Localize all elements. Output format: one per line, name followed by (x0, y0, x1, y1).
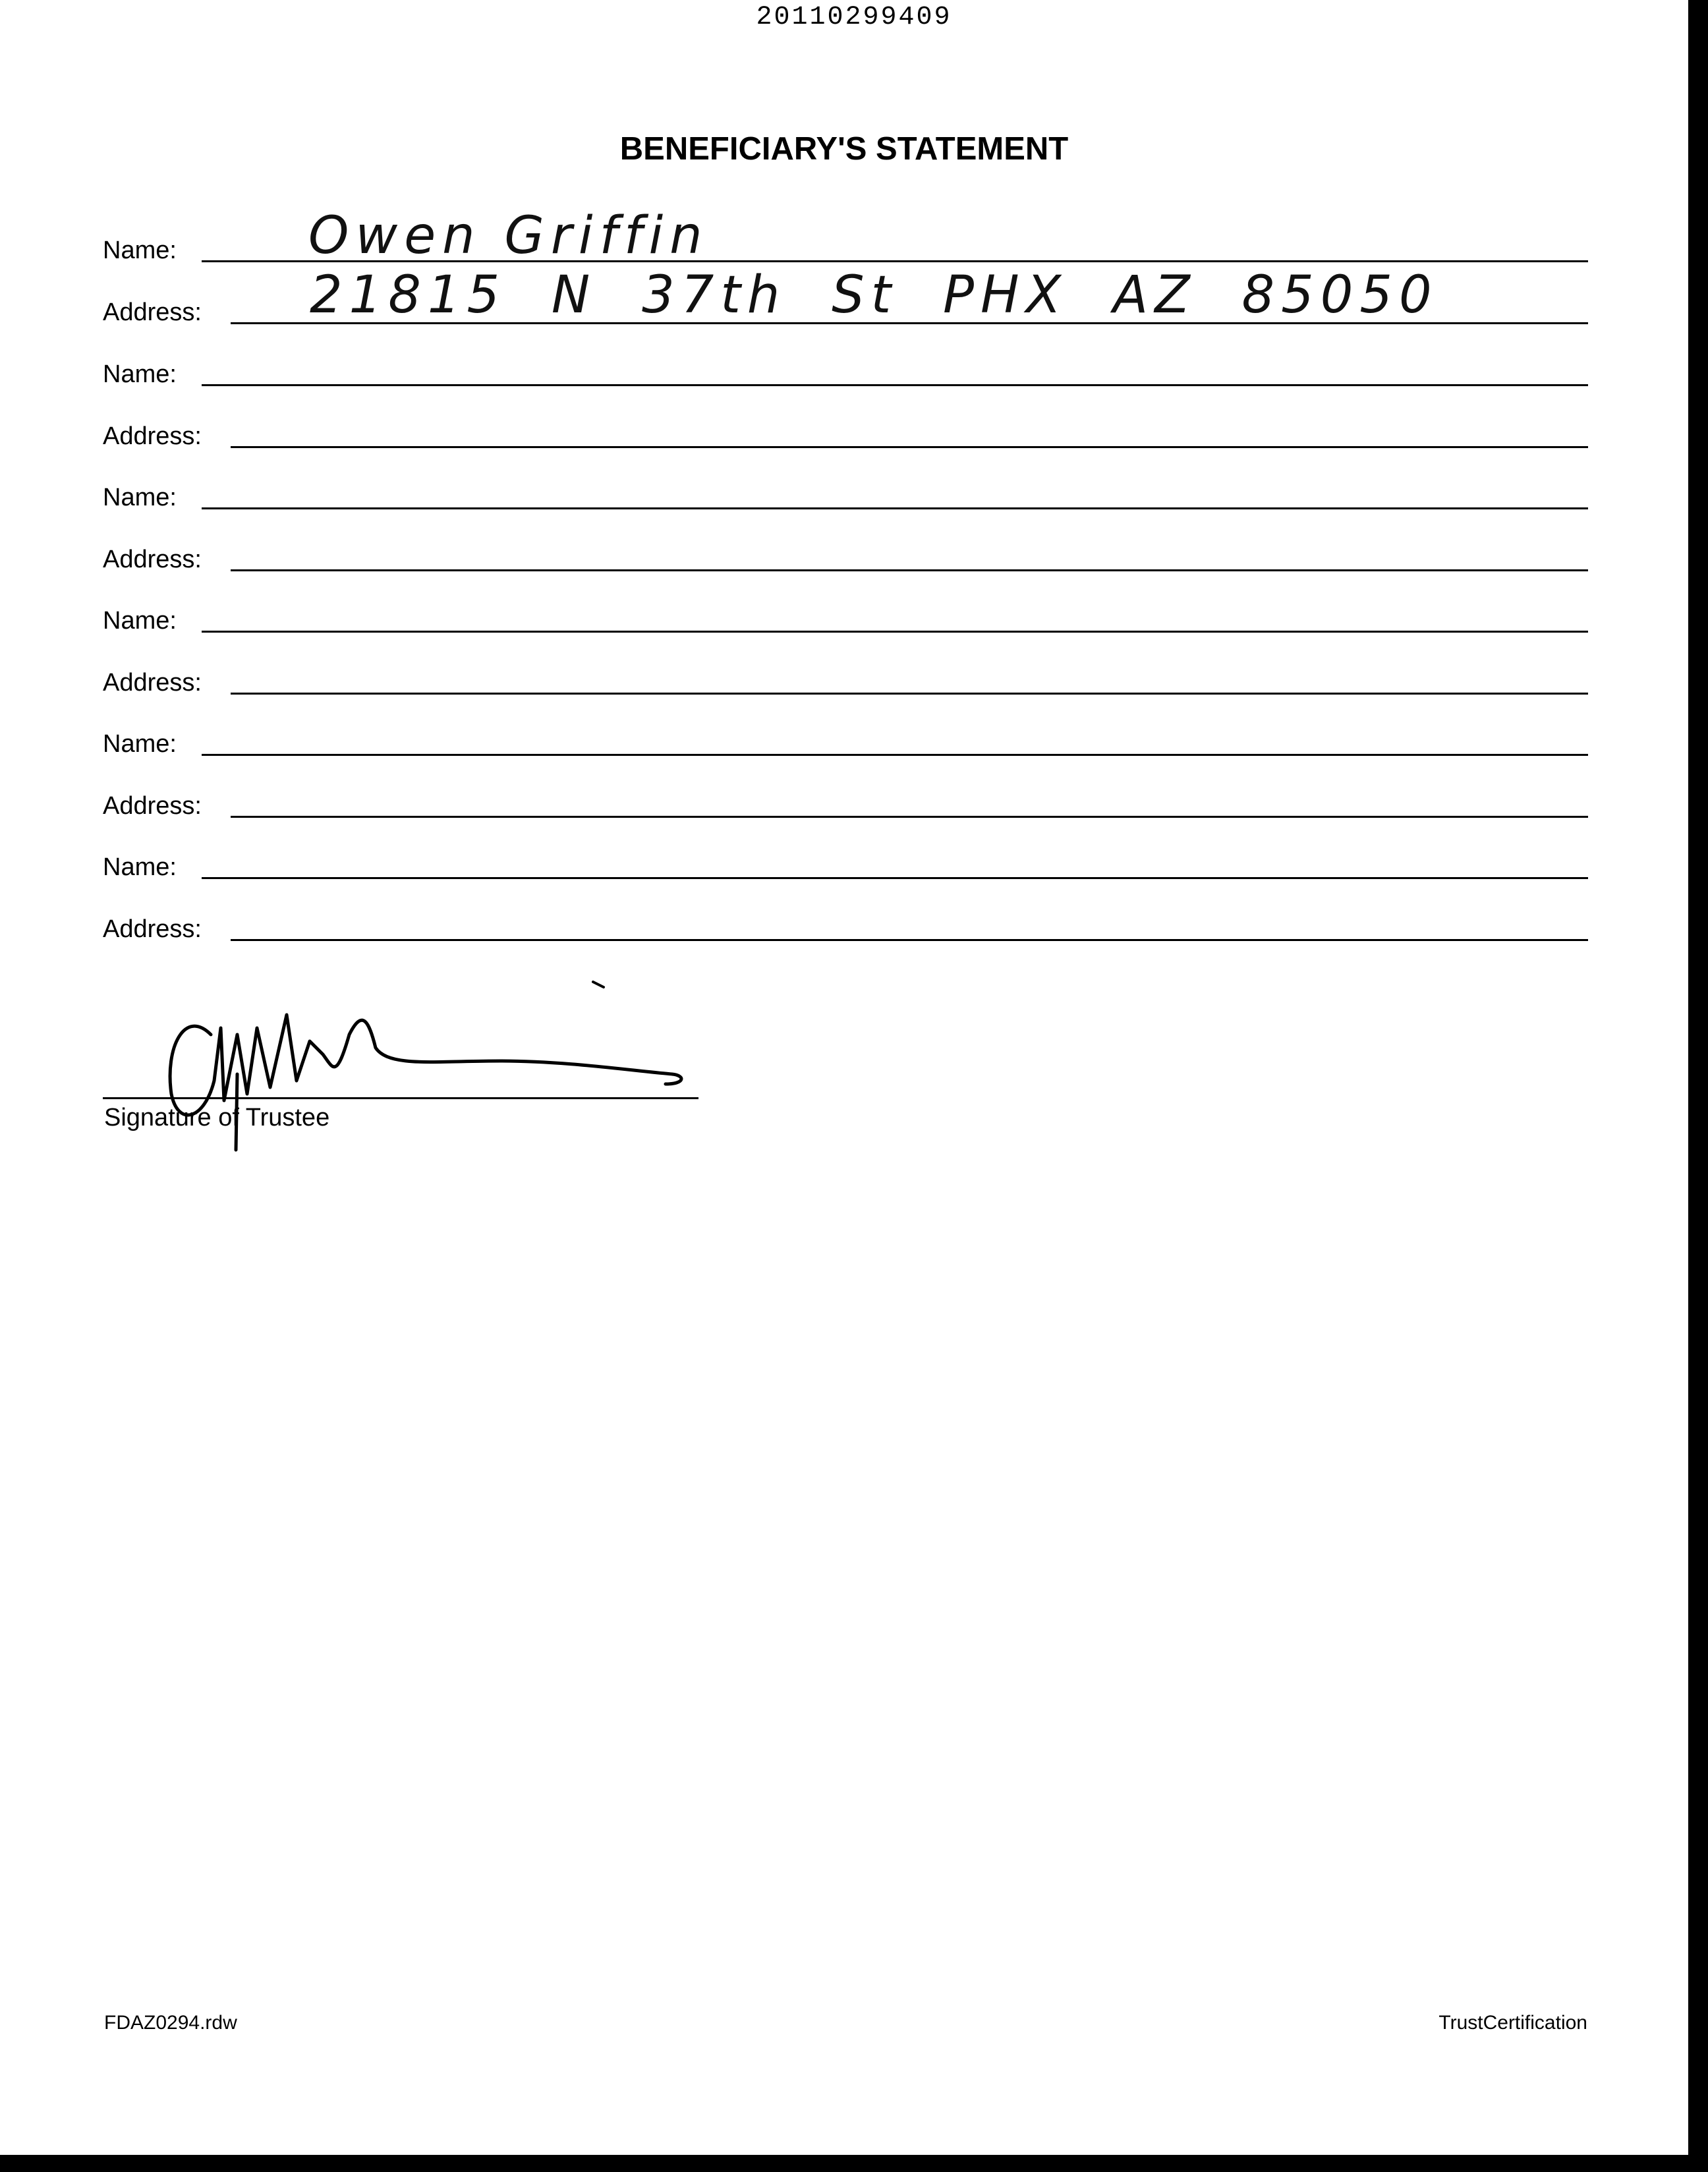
form-category: TrustCertification (1438, 2012, 1587, 2034)
name-row-4[interactable] (103, 602, 1588, 642)
address-row-2[interactable] (103, 418, 1588, 457)
beneficiary-form (0, 0, 1708, 988)
name-label: Name: (103, 730, 177, 758)
address-value-1: 21815 N 37th St PHX AZ 85050 (310, 266, 1438, 325)
trustee-signature (158, 969, 791, 1166)
address-label: Address: (103, 299, 202, 326)
address-row-3[interactable] (103, 541, 1588, 581)
address-label: Address: (103, 915, 202, 943)
address-label: Address: (103, 669, 202, 697)
name-label: Name: (103, 607, 177, 635)
address-row-6[interactable] (103, 911, 1588, 950)
address-line (231, 446, 1588, 448)
address-label: Address: (103, 422, 202, 450)
name-label: Name: (103, 237, 177, 264)
name-label: Name: (103, 484, 177, 511)
address-line (231, 939, 1588, 941)
page-title: BENEFICIARY'S STATEMENT (619, 131, 1069, 167)
name-row-5[interactable] (103, 726, 1588, 765)
name-row-2[interactable] (103, 356, 1588, 395)
address-line (231, 693, 1588, 695)
address-row-5[interactable] (103, 787, 1588, 827)
address-row-4[interactable] (103, 664, 1588, 704)
name-line (202, 877, 1588, 879)
address-label: Address: (103, 792, 202, 820)
name-row-6[interactable] (103, 849, 1588, 888)
name-line (202, 631, 1588, 633)
address-line (231, 569, 1588, 571)
signature-label: Signature of Trustee (104, 1104, 330, 1131)
name-line (202, 754, 1588, 756)
scan-border-bottom (0, 2155, 1708, 2172)
name-line (202, 507, 1588, 509)
name-row-3[interactable] (103, 479, 1588, 519)
name-label: Name: (103, 360, 177, 388)
address-line (231, 816, 1588, 818)
name-value-1: Owen Griffin (308, 206, 709, 266)
address-label: Address: (103, 546, 202, 573)
name-line (202, 384, 1588, 386)
document-id-number: 20110299409 (756, 3, 952, 32)
form-code: FDAZ0294.rdw (104, 2012, 237, 2034)
name-label: Name: (103, 853, 177, 881)
